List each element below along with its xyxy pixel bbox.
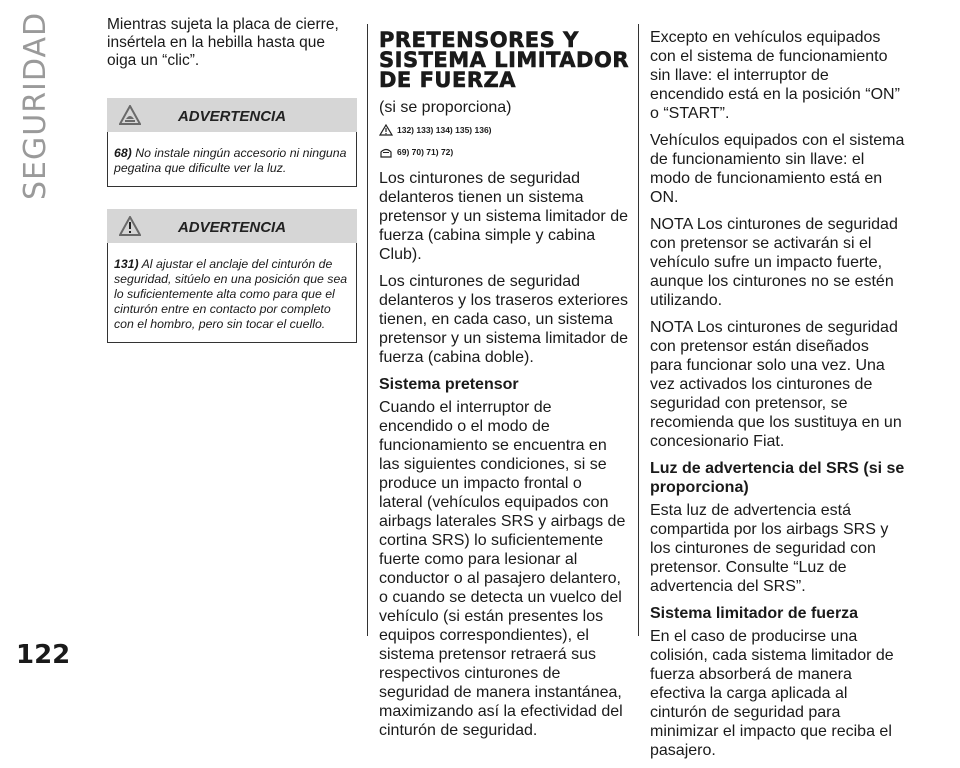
subheading-srs-light: Luz de advertencia del SRS (si se proporciona) bbox=[650, 460, 905, 496]
hand-caution-icon bbox=[379, 146, 393, 158]
warning-body bbox=[107, 132, 357, 187]
paragraph: Vehículos equipados con el sistema de funcionamiento sin llave: el modo de funcionamiento está en ON. bbox=[650, 132, 905, 206]
warning-box-1 bbox=[107, 98, 357, 187]
subheading-pretensor: Sistema pretensor bbox=[379, 376, 519, 393]
warning-body bbox=[107, 243, 357, 343]
caution-refs-line bbox=[379, 143, 629, 161]
note-paragraph: NOTA Los cinturones de seguridad con pretensor se activarán si el vehículo sufre un impacto fuerte, aunque los cinturones no se estén utilizando. bbox=[650, 216, 898, 309]
warning-title: ADVERTENCIA bbox=[177, 219, 287, 236]
warning-title: ADVERTENCIA bbox=[177, 108, 287, 125]
intro-paragraph: Mientras sujeta la placa de cierre, insértela en la hebilla hasta que oiga un “clic”. bbox=[107, 16, 339, 69]
warning-ref: 131) bbox=[114, 257, 139, 271]
section-heading: PRETENSORES Y SISTEMA LIMITADOR DE FUERZA bbox=[379, 28, 629, 92]
warning-ref: 68) bbox=[114, 146, 132, 160]
exclamation-warning-icon bbox=[379, 124, 393, 136]
column-divider bbox=[638, 24, 639, 636]
paragraph: Esta luz de advertencia está compartida por los airbags SRS y los cinturones de seguridad con pretensor. Consulte “Luz de advertencia del SRS”. bbox=[650, 502, 889, 595]
section-title: SEGURIDAD bbox=[18, 11, 53, 200]
paragraph: Excepto en vehículos equipados con el sistema de funcionamiento sin llave: el interruptor de encendido está en la posición “ON” o “START”. bbox=[650, 29, 900, 122]
column-right bbox=[650, 28, 905, 768]
warning-refs-line bbox=[379, 121, 629, 139]
column-middle bbox=[379, 30, 629, 748]
column-left bbox=[107, 16, 357, 343]
note-paragraph: NOTA Los cinturones de seguridad con pretensor están diseñados para funcionar solo una vez. Una vez activados los cinturones de seguridad con pretensor, se recomienda que los sustituya en un concesionario Fiat. bbox=[650, 319, 902, 450]
warning-header bbox=[107, 98, 357, 132]
paragraph: Los cinturones de seguridad delanteros tienen un sistema pretensor y un sistema limitador de fuerza (cabina simple y cabina Club). bbox=[379, 170, 628, 263]
caution-refs: 69) 70) 71) 72) bbox=[397, 147, 454, 157]
subheading-limitador: Sistema limitador de fuerza bbox=[650, 605, 859, 622]
warning-text: No instale ningún accesorio ni ninguna pegatina que dificulte ver la luz. bbox=[114, 146, 347, 175]
warning-header bbox=[107, 209, 357, 243]
warning-box-2 bbox=[107, 209, 357, 343]
paragraph: Cuando el interruptor de encendido o el modo de funcionamiento se encuentra en las siguientes condiciones, si se produce un impacto frontal o lateral (vehículos equipados con airbags laterales SRS y airbags de cortina SRS) lo suficientemente fuerte como para lesionar al conductor o al pasajero delantero, o cuando se detecta un vuelco del vehículo (si están presentes los equipos correspondientes), el sistema pretensor retraerá sus respectivos cinturones de seguridad de manera instantánea, maximizando así la efectividad del cinturón de seguridad. bbox=[379, 399, 626, 739]
column-divider bbox=[367, 24, 368, 636]
paragraph: Los cinturones de seguridad delanteros y los traseros exteriores tienen, en cada caso, un sistema pretensor y un sistema limitador de fuerza (cabina doble). bbox=[379, 273, 628, 366]
page-number: 122 bbox=[16, 640, 71, 670]
paragraph: En el caso de producirse una colisión, cada sistema limitador de fuerza absorberá de manera efectiva la carga aplicada al cinturón de seguridad para minimizar el impacto que reciba el pasajero. bbox=[650, 628, 894, 759]
heading-subtitle: (si se proporciona) bbox=[379, 99, 512, 116]
warning-refs: 132) 133) 134) 135) 136) bbox=[397, 125, 492, 135]
warning-text: Al ajustar el anclaje del cinturón de seguridad, sitúelo en una posición que sea lo suficientemente alta como para que el cinturón entre en contacto por completo con el hombro, pero sin tocar el cuello. bbox=[114, 257, 348, 331]
